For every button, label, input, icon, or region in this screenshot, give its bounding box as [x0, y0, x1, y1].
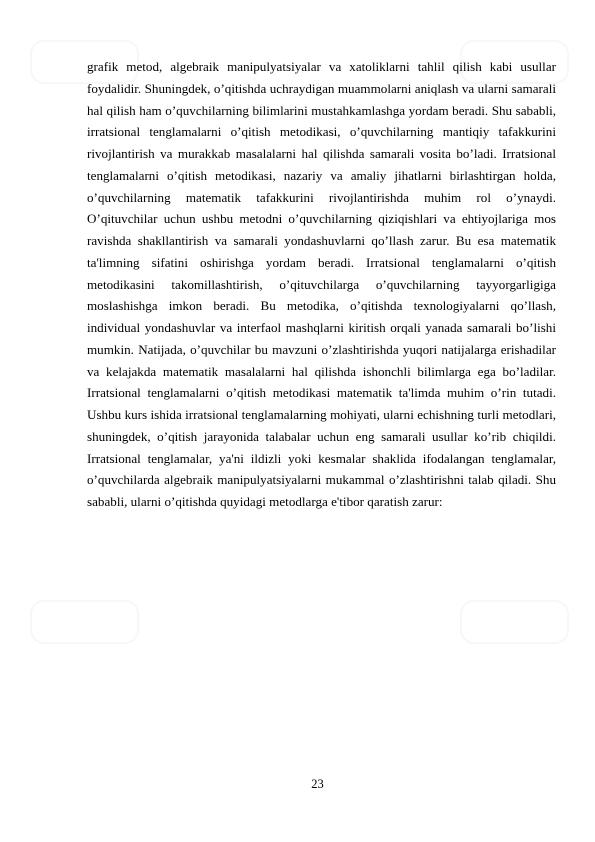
watermark-frame-mid-right: [460, 600, 569, 644]
body-paragraph: grafik metod, algebraik manipulyatsiyalar va xatoliklarni tahlil qilish kabi usullar foydalidir. Shuningdek, o’qitishda uchraydigan muammolarni aniqlash va ularni samarali hal qilish ham o’quvchilarning bilimlarini mustahkamlashga yordam beradi. Shu sababli, irratsional tenglamalarni o’qitish metodikasi, o’quvchilarning mantiqiy tafakkurini rivojlantirish va murakkab masalalarni hal qilishda samarali vosita bo’ladi. Irratsional tenglamalarni o’qitish metodikasi, nazariy va amaliy jihatlarni birlashtirgan holda, o’quvchilarning matematik tafakkurini rivojlantirishda muhim rol o’ynaydi. O’qituvchilar uchun ushbu metodni o’quvchilarning qiziqishlari va ehtiyojlariga mos ravishda shakllantirish va samarali yondashuvlarni qo’llash zarur. Bu esa matematik ta'limning sifatini oshirishga yordam beradi. Irratsional tenglamalarni o’qitish metodikasini takomillashtirish, o’qituvchilarga o’quvchilarning tayyorgarligiga moslashishga imkon beradi. Bu metodika, o’qitishda texnologiyalarni qo’llash, individual yondashuvlar va interfaol mashqlarni kiritish orqali yanada samarali bo’lishi mumkin. Natijada, o’quvchilar bu mavzuni o’zlashtirishda yuqori natijalarga erishadilar va kelajakda matematik masalalarni hal qilishda ishonchli bilimlarga ega bo’ladilar. Irratsional tenglamalarni o’qitish metodikasi matematik ta'limda muhim o’rin tutadi. Ushbu kurs ishida irratsional tenglamalarning mohiyati, ularni echishning turli metodlari, shuningdek, o’qitish jarayonida talabalar uchun eng samarali usullar ko’rib chiqildi. Irratsional tenglamalar, ya'ni ildizli yoki kesmalar shaklida ifodalangan tenglamalar, o’quvchilarda algebraik manipulyatsiyalarni mukammal o’zlashtirishni talab qiladi. Shu sababli, ularni o’qitishda quyidagi metodlarga e'tibor qaratish zarur:: [87, 59, 556, 509]
watermark-frame-mid-left: [30, 600, 139, 644]
page-number: 23: [311, 777, 324, 791]
